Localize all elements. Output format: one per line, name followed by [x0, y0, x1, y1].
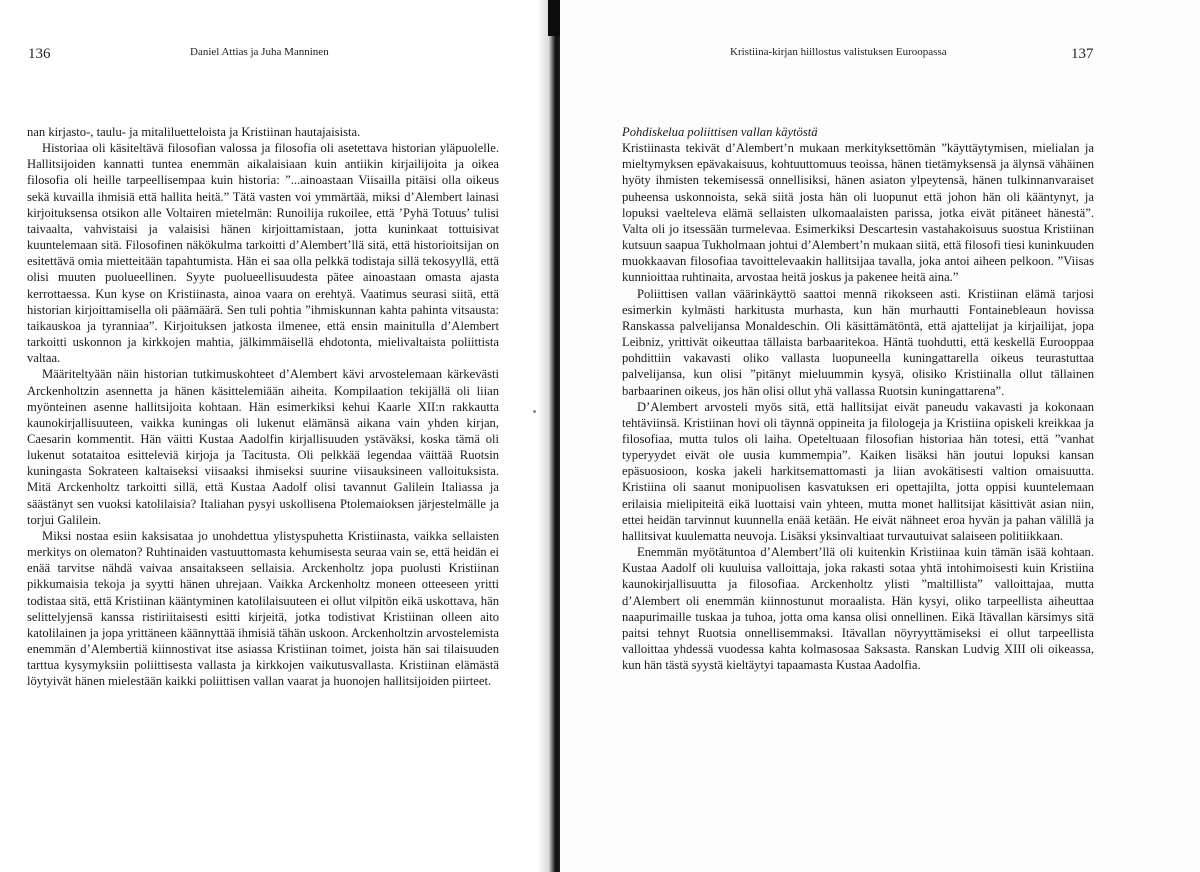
paragraph: Poliittisen vallan väärinkäyttö saattoi mennä rikokseen asti. Kristiinan elämä tarjosi esimerkin kylmästi harkitusta murhasta, kun hän murhautti Fontainebleaun hovissa Ranskassa palvelijansa Monaldeschin. Oli käsittämätöntä, että ajattelijat ja kirjailijat, jopa Leibniz, yrittivät oikeuttaa tällaista barbaaritekoa. Häntä tuohdutti, että keskellä Eurooppaa pohdittiin vakavasti oliko vallasta luopuneella kuningattarella oikeus teurastuttaa palvelijansa, kun olisi ”pitänyt mieluummin kysyä, olisiko Kristiinalla ollut tällainen barbaarinen oikeus, jos hän olisi ollut yhä vallassa Ruotsin kuningattarena”.	[622, 286, 1094, 398]
paragraph: nan kirjasto-, taulu- ja mitaliluetteloista ja Kristiinan hautajaisista.	[27, 125, 361, 139]
running-header-left: Daniel Attias ja Juha Manninen	[190, 46, 329, 58]
paragraph: Kristiinasta tekivät d’Alembert’n mukaan merkityksettömän ”käyttäytymisen, mielialan ja mieltymyksen epävakaisuus, kohtuuttomuus teoissa, hänen tietämyksensä ja älynsä vähäinen hyöty ihmisten tekemisessä onnellisiksi, hänen asiaton ylpeytensä, hänen tulkinnanvaraiset puheensa uskonnoista, sekä siitä josta hän oli luopunut että johon hän oli kääntynyt, ja lopuksi vaelteleva elämä sellaisten ulkomaalaisten parissa, jotka eivät pitäneet hänestä”. Valta oli jo itsessään turmelevaa. Esimerkiksi Descartesin vastahakoisuus suostua Kristiinan kutsuun saapua Tukholmaan johtui d’Alembert’n mukaan siitä, että filosofi tiesi kuninkuuden muokkaavan filosofiaa tavoittelevaakin hallitsijaa tavalla, joka antoi aiheen pelkoon. ”Viisas kunnioittaa ruhtinaita, arvostaa heitä joskus ja pakenee heitä aina.”	[622, 141, 1094, 285]
paragraph: Miksi nostaa esiin kaksisataa jo unohdettua ylistyspuhetta Kristiinasta, vaikka sellaisten merkitys on olematon? Ruhtinaiden vastuuttomasta kehumisesta seuraa vain se, että heidän ei enää tarvitse nähdä vaivaa ansaitakseen sellaisia. Arckenholtz jopa puolusti Kristiinan pikkumaisia tekoja ja syytti hänen uhrejaan. Vaikka Arckenholtz moneen otteeseen yritti todistaa sitä, että Kristiinan kääntyminen katolilaisuuteen ei ollut vilpitön eikä uskottava, hän selittelyjensä kanssa ristiriitaisesti esitti kirjeitä, jotka todistivat Kristiinan olleen aito katolilainen ja jopa yrittäneen käännyttää ihmisiä tähän uskoon. Arckenholtzin arvostelemista enemmän d’Alembertiä kiinnostivat itse asiassa Kristiinan toimet, joista hän sai tilaisuuden tarttua kysymyksiin poliittisesta vallasta ja kirkkojen vaikutusvallasta. Kristiinan elämästä löytyivät hänen mielestään kaikki poliittisen vallan vaarat ja huonojen hallitsijoiden piirteet.	[27, 528, 499, 689]
right-page-body	[622, 124, 1094, 673]
paragraph: Enemmän myötätuntoa d’Alembert’llä oli kuitenkin Kristiinaa kuin tämän isää kohtaan. Kustaa Aadolf oli kuuluisa valloittaja, joka rakasti sotaa yhtä intohimoisesti kuin Kristiina kaunokirjallisuutta ja filosofiaa. Arckenholtz ylisti ”maltillista” valloittajaa, mutta d’Alembert oli enemmän kiinnostunut moraalista. Hän kysyi, oliko tarpeellista aiheuttaa naapurimaille tuskaa ja tuhoa, jotta oma kansa olisi onnellinen. Eikä Itävallan kärsimys sitä paitsi tehnyt Ruotsia onnellisemmaksi. Itävallan nöyryyttämiseksi ei ollut tarpeellista valloittaa yhdessä vuodessa kahta kolmasosaa Saksasta. Ranskan Ludvig XIII oli oikeassa, kun hän tästä syystä kieltäytyi tapaamasta Kustaa Aadolfia.	[622, 545, 1094, 673]
left-page-body	[27, 124, 499, 689]
paragraph: Määriteltyään näin historian tutkimuskohteet d’Alembert kävi arvostelemaan kärkevästi Arckenholtzin asennetta ja hänen käsittelemiään aiheita. Kompilaation tekijällä oli liian myönteinen asenne hallitsijoita kohtaan. Hän esimerkiksi kehui Kaarle XII:n rakkautta kaunokirjallisuuteen, vaikka kuningas oli lukenut elämänsä aikana vain yhden kirjan, Caesarin kommentit. Hän väitti Kustaa Aadolfin kirjallisuuden ystäväksi, koska tämä oli lukenut sotataitoa esitteleviä kirjoja ja Tacitusta. Oli pelkkää legendaa väittää Ruotsin kuningasta Sokrateen kaltaiseksi viisaaksi ihmiseksi suurine viisauksineen valloituksista. Mitä Arckenholtz tarkoitti sillä, että Kustaa Aadolf olisi tavannut Galilein Italiassa ja säästänyt sen vuoksi katolilaisia? Italiahan pysyi uskollisena Ptolemaioksen järjestelmälle ja torjui Galilein.	[27, 367, 499, 527]
running-header-right: Kristiina-kirjan hiillostus valistuksen Euroopassa	[730, 46, 947, 58]
page-edge-mark	[533, 410, 536, 413]
paragraph: D’Alembert arvosteli myös sitä, että hallitsijat eivät paneudu vakavasti ja kokonaan tehtäviinsä. Kristiinan hovi oli täynnä oppineita ja filologeja ja Kristiina opiskeli kreikkaa ja filosofiaa, mutta tulos oli laiha. Opeteltuaan filosofian historiaa hän totesi, että ”vanhat typeryydet eivät ole uusia kummempia”. Kaiken lisäksi hän joutui lopuksi kansan epäsuosioon, koska jakeli harkitsemattomasti ja liian avokätisesti valtion omaisuutta. Kristiina oli saanut monipuolisen kasvatuksen eri opettajilta, jotta oppisi kuuntelemaan erilaisia mielipiteitä eikä luottaisi vain yhteen, mutta monet hallitsijat käsittivät asian niin, ettei heidän tarvinnut kuunnella enää ketään. He eivät nähneet eroa hyvän ja pahan välillä ja hallitsivat kuulematta neuvoja. Lisäksi yksinvaltiaat turvautuivat salaiseen politiikkaan.	[622, 399, 1094, 543]
page-number-left: 136	[28, 46, 51, 62]
paragraph: Historiaa oli käsiteltävä filosofian valossa ja filosofia oli asetettava historian yläpuolelle. Hallitsijoiden kannatti tuntea enemmän aikalaisiaan kuin antiikin kirjailijoita ja oikea filosofia oli heille tarpeellisempaa kuin historia: ”...ainoastaan Viisailla pitäisi olla oikeus sekä kuvailla ihmisiä että hallita heitä.” Tätä vasten voi ymmärtää, miksi d’Alembert lainasi kirjoituksensa otsikon alle Voltairen mietelmän: Runoilija rukoilee, että ’Pyhä Totuus’ tulisi taivaalta, vahvistaisi ja valaisisi hänen kirjoittamistaan, jotta kuninkaat tottuisivat kuuntelemaan sitä. Filosofinen näkökulma tarkoitti d’Alembert’llä sitä, että historioitsijan on esitettävä omia mietteitään tapahtumista. Hän ei saa olla pelkkä todistaja sillä tekosyyllä, että olisi muuten puolueellinen. Syyte puolueellisuudesta pätee ainoastaan omasta ajasta kerrottaessa. Kun kyse on Kristiinasta, ainoa vaara on erehtyä. Vaatimus seurasi siitä, että historian kirjoittamisella oli päämäärä. Sen tuli pohtia ”ihmiskunnan kahta pahinta vitsausta: taikauskoa ja tyranniaa”. Kirjoituksen jatkosta ilmenee, että ensin mainitulla d’Alembert tarkoitti uskonnon ja kirkkojen mahtia, jälkimmäisellä ehdotonta, mielivaltaista poliittista valtaa.	[27, 141, 499, 366]
left-page	[0, 0, 548, 872]
page-number-right: 137	[1071, 46, 1094, 62]
section-heading: Pohdiskelua poliittisen vallan käytöstä	[622, 125, 818, 139]
right-page	[560, 0, 1200, 872]
